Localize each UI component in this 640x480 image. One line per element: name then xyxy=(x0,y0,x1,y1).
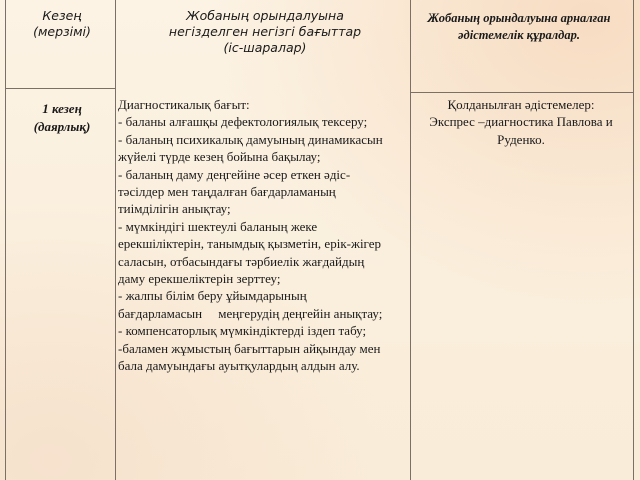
direction-line: тиімділігін анықтау; xyxy=(118,201,231,217)
direction-line: - компенсаторлық мүмкіндіктерді іздеп табу; xyxy=(118,323,367,339)
directions-cell xyxy=(118,96,410,375)
header-directions-line: (іс-шаралар) xyxy=(223,40,307,55)
direction-line: -баламен жұмыстың бағыттарын айқындау мен xyxy=(118,340,381,356)
methods-line: Қолданылған әдістемелер: xyxy=(447,97,595,112)
header-methods-line: әдістемелік құралдар. xyxy=(457,28,581,42)
header-period-line: (мерзімі) xyxy=(33,24,91,39)
direction-line: даму ерекшеліктерін зерттеу; xyxy=(118,271,281,287)
column-divider-1 xyxy=(115,0,116,480)
direction-line: саласын, отбасындағы тәрбиелік жағдайдың xyxy=(118,253,365,269)
stage-cell xyxy=(12,100,112,136)
header-methods xyxy=(410,10,628,44)
header-period xyxy=(14,8,110,40)
methods-line: Экспрес –диагностика Павлова и xyxy=(429,114,613,130)
direction-line: - баланың даму деңгейіне әсер еткен әдіс- xyxy=(118,166,351,182)
direction-line: - баланың психикалық дамуының динамикасын xyxy=(118,131,383,147)
direction-line: ерекшіліктерін, танымдық қызметін, ерік-жігер xyxy=(118,236,381,252)
direction-line: - жалпы білім беру ұйымдарының xyxy=(118,288,307,304)
header-directions xyxy=(130,8,400,56)
direction-line: бағдарламасын меңгерудің деңгейін анықтау; xyxy=(118,305,383,321)
stage-line: 1 кезең xyxy=(42,101,82,116)
direction-line: бала дамуындағы ауытқулардың алдын алу. xyxy=(118,358,360,374)
header-directions-line: Жобаның орындалуына xyxy=(186,8,344,23)
header-methods-line: Жобаның орындалуына арналған xyxy=(427,11,611,25)
header-directions-line: негізделген негізгі бағыттар xyxy=(168,24,362,39)
stage-line: (даярлық) xyxy=(33,119,91,134)
direction-line: жүйелі түрде кезең бойына бақылау; xyxy=(118,149,321,165)
header-divider-right xyxy=(410,92,633,93)
direction-line: - мүмкіндігі шектеулі баланың жеке xyxy=(118,218,318,234)
methods-cell xyxy=(414,96,628,148)
header-divider-left xyxy=(5,88,116,89)
header-period-line: Кезең xyxy=(42,8,82,23)
column-divider-2 xyxy=(410,0,411,480)
direction-line: Диагностикалық бағыт: xyxy=(118,97,250,112)
methods-line: Руденко. xyxy=(497,131,545,147)
direction-line: - баланы алғашқы дефектологиялық тексеру; xyxy=(118,114,368,130)
direction-line: тәсілдер мен таңдалған бағдарламаның xyxy=(118,184,336,200)
